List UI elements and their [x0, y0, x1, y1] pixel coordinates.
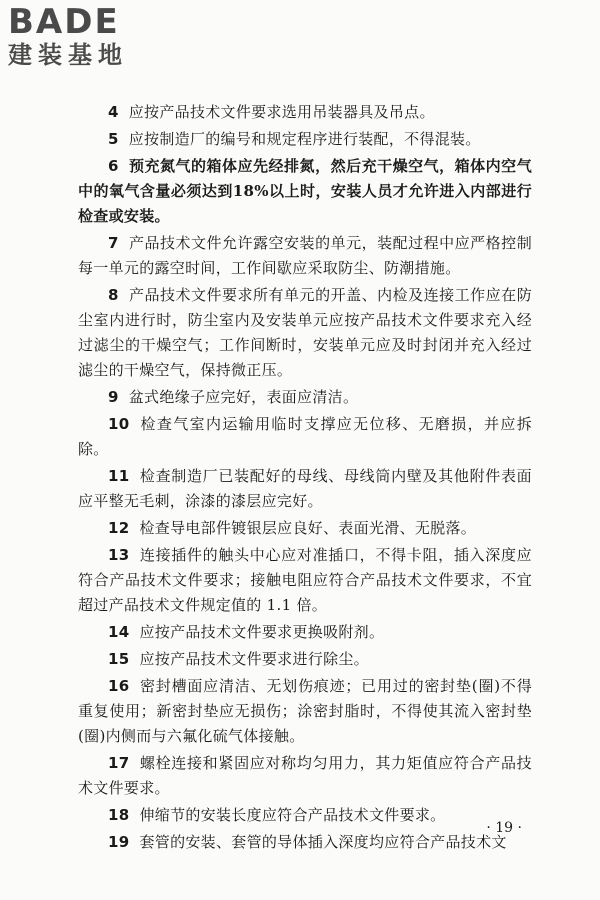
clause-text: 套管的安装、套管的导体插入深度均应符合产品技术文 [139, 833, 507, 851]
clause-paragraph [78, 283, 532, 383]
clause-paragraph [78, 412, 532, 462]
clause-paragraph [78, 385, 532, 410]
clause-text: 应按产品技术文件要求进行除尘。 [139, 650, 369, 668]
clause-paragraph [78, 231, 532, 281]
clause-text: 预充氮气的箱体应先经排氮，然后充干燥空气，箱体内空气中的氧气含量必须达到18%以上时，安装人员才允许进入内部进行检查或安装。 [78, 157, 532, 225]
document-body [78, 100, 532, 857]
clause-text: 应按产品技术文件要求更换吸附剂。 [139, 623, 385, 641]
clause-number: 4 [108, 103, 119, 121]
page-number: · 19 · [486, 820, 522, 836]
clause-text: 应按制造厂的编号和规定程序进行装配，不得混装。 [128, 130, 481, 148]
clause-number: 6 [108, 157, 119, 175]
clause-number: 16 [108, 677, 130, 695]
clause-text: 盆式绝缘子应完好，表面应清洁。 [128, 388, 359, 406]
clause-paragraph [78, 674, 532, 749]
clause-paragraph [78, 100, 532, 125]
bade-logo [8, 4, 178, 70]
clause-number: 15 [108, 650, 130, 668]
clause-text: 应按产品技术文件要求选用吊装器具及吊点。 [128, 103, 435, 121]
clause-number: 17 [108, 754, 130, 772]
clause-number: 11 [108, 467, 130, 485]
clause-text: 检查导电部件镀银层应良好、表面光滑、无脱落。 [139, 519, 477, 537]
clause-text: 连接插件的触头中心应对准插口，不得卡阻，插入深度应符合产品技术文件要求；接触电阻应符合产品技术文件要求，不宜超过产品技术文件规定值的 1.1 倍。 [78, 546, 532, 614]
clause-number: 12 [108, 519, 130, 537]
clause-paragraph [78, 620, 532, 645]
clause-text: 产品技术文件要求所有单元的开盖、内检及连接工作应在防尘室内进行时，防尘室内及安装单元应按产品技术文件要求充入经过滤尘的干燥空气；工作间断时，安装单元应及时封闭并充入经过滤尘的干燥空气，保持微正压。 [78, 286, 532, 379]
clause-paragraph [78, 647, 532, 672]
clause-paragraph [78, 127, 532, 152]
clause-paragraph [78, 516, 532, 541]
clause-text: 螺栓连接和紧固应对称均匀用力，其力矩值应符合产品技术文件要求。 [78, 754, 532, 797]
clause-paragraph [78, 543, 532, 618]
logo-wordmark: BADE [8, 2, 120, 42]
clause-number: 5 [108, 130, 119, 148]
clause-paragraph [78, 751, 532, 801]
logo-subtitle: 建装基地 [8, 41, 128, 69]
clause-text: 检查制造厂已装配好的母线、母线筒内壁及其他附件表面应平整无毛刺，涂漆的漆层应完好。 [78, 467, 532, 510]
clause-text: 产品技术文件允许露空安装的单元，装配过程中应严格控制每一单元的露空时间，工作间歇应采取防尘、防潮措施。 [78, 234, 532, 277]
clause-number: 14 [108, 623, 130, 641]
clause-text: 伸缩节的安装长度应符合产品技术文件要求。 [139, 806, 446, 824]
clause-paragraph [78, 464, 532, 514]
clause-text: 检查气室内运输用临时支撑应无位移、无磨损，并应拆除。 [78, 415, 532, 458]
clause-text: 密封槽面应清洁、无划伤痕迹；已用过的密封垫(圈)不得重复使用；新密封垫应无损伤；涂密封脂时，不得使其流入密封垫(圈)内侧而与六氟化硫气体接触。 [78, 677, 532, 745]
clause-number: 18 [108, 806, 130, 824]
clause-number: 9 [108, 388, 119, 406]
clause-paragraph [78, 803, 532, 828]
clause-number: 19 [108, 833, 130, 851]
clause-number: 10 [108, 415, 130, 433]
clause-number: 13 [108, 546, 130, 564]
clause-number: 8 [108, 286, 119, 304]
clause-paragraph [78, 830, 532, 855]
clause-paragraph [78, 154, 532, 229]
clause-number: 7 [108, 234, 119, 252]
